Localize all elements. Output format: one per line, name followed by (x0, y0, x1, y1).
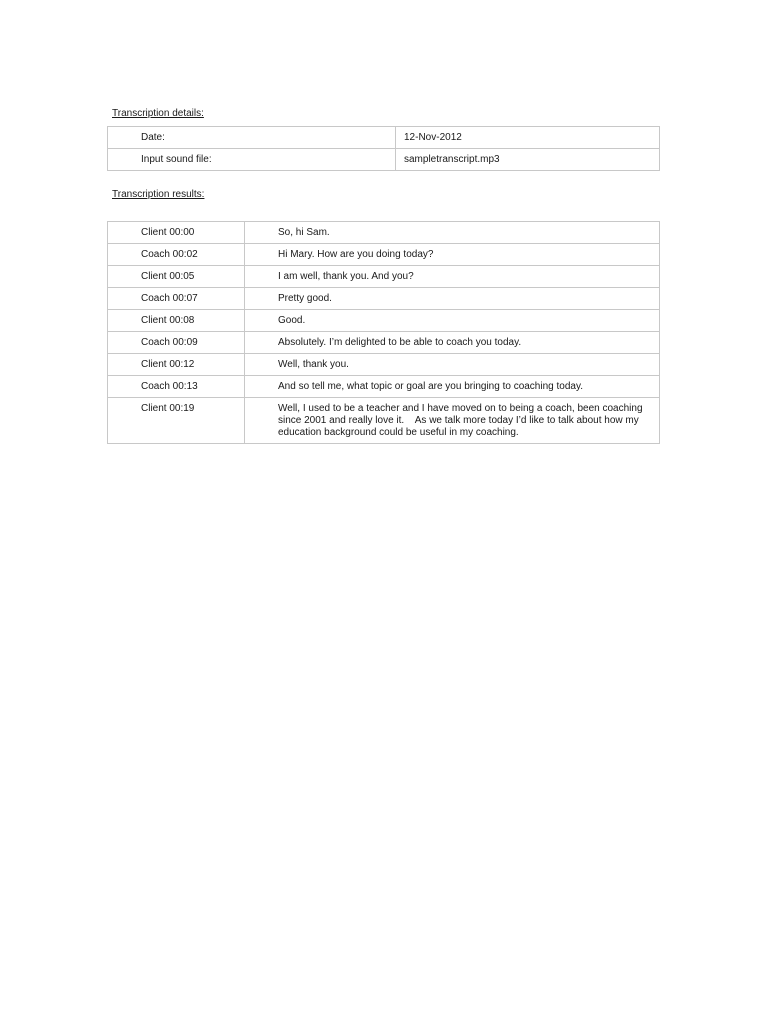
details-label-date: Date: (108, 127, 396, 149)
speaker-timestamp: Client 00:12 (108, 354, 245, 376)
details-value-input-file: sampletranscript.mp3 (396, 149, 660, 171)
utterance-text: So, hi Sam. (245, 222, 660, 244)
transcription-details-table (107, 126, 660, 171)
details-row-date (108, 127, 660, 149)
transcription-results-table (107, 221, 660, 444)
speaker-timestamp: Coach 00:07 (108, 288, 245, 310)
speaker-timestamp: Client 00:05 (108, 266, 245, 288)
table-row (108, 288, 660, 310)
utterance-text: Pretty good. (245, 288, 660, 310)
table-row (108, 266, 660, 288)
utterance-text: Well, thank you. (245, 354, 660, 376)
speaker-timestamp: Coach 00:02 (108, 244, 245, 266)
utterance-text: Well, I used to be a teacher and I have moved on to being a coach, been coaching since 2001 and really love it. As we talk more today I’d like to talk about how my education background could be useful in my coaching. (245, 398, 660, 444)
table-row (108, 376, 660, 398)
utterance-text: Absolutely. I’m delighted to be able to coach you today. (245, 332, 660, 354)
table-row (108, 354, 660, 376)
table-row (108, 244, 660, 266)
speaker-timestamp: Client 00:08 (108, 310, 245, 332)
details-value-date: 12-Nov-2012 (396, 127, 660, 149)
utterance-text: I am well, thank you. And you? (245, 266, 660, 288)
speaker-timestamp: Client 00:19 (108, 398, 245, 444)
speaker-timestamp: Coach 00:09 (108, 332, 245, 354)
speaker-timestamp: Coach 00:13 (108, 376, 245, 398)
table-row (108, 398, 660, 444)
utterance-text: Good. (245, 310, 660, 332)
details-label-input-file: Input sound file: (108, 149, 396, 171)
utterance-text: And so tell me, what topic or goal are you bringing to coaching today. (245, 376, 660, 398)
utterance-text: Hi Mary. How are you doing today? (245, 244, 660, 266)
transcription-details-heading: Transcription details: (112, 108, 204, 119)
transcription-results-heading: Transcription results: (112, 189, 205, 200)
details-row-input-file (108, 149, 660, 171)
table-row (108, 222, 660, 244)
table-row (108, 332, 660, 354)
table-row (108, 310, 660, 332)
speaker-timestamp: Client 00:00 (108, 222, 245, 244)
